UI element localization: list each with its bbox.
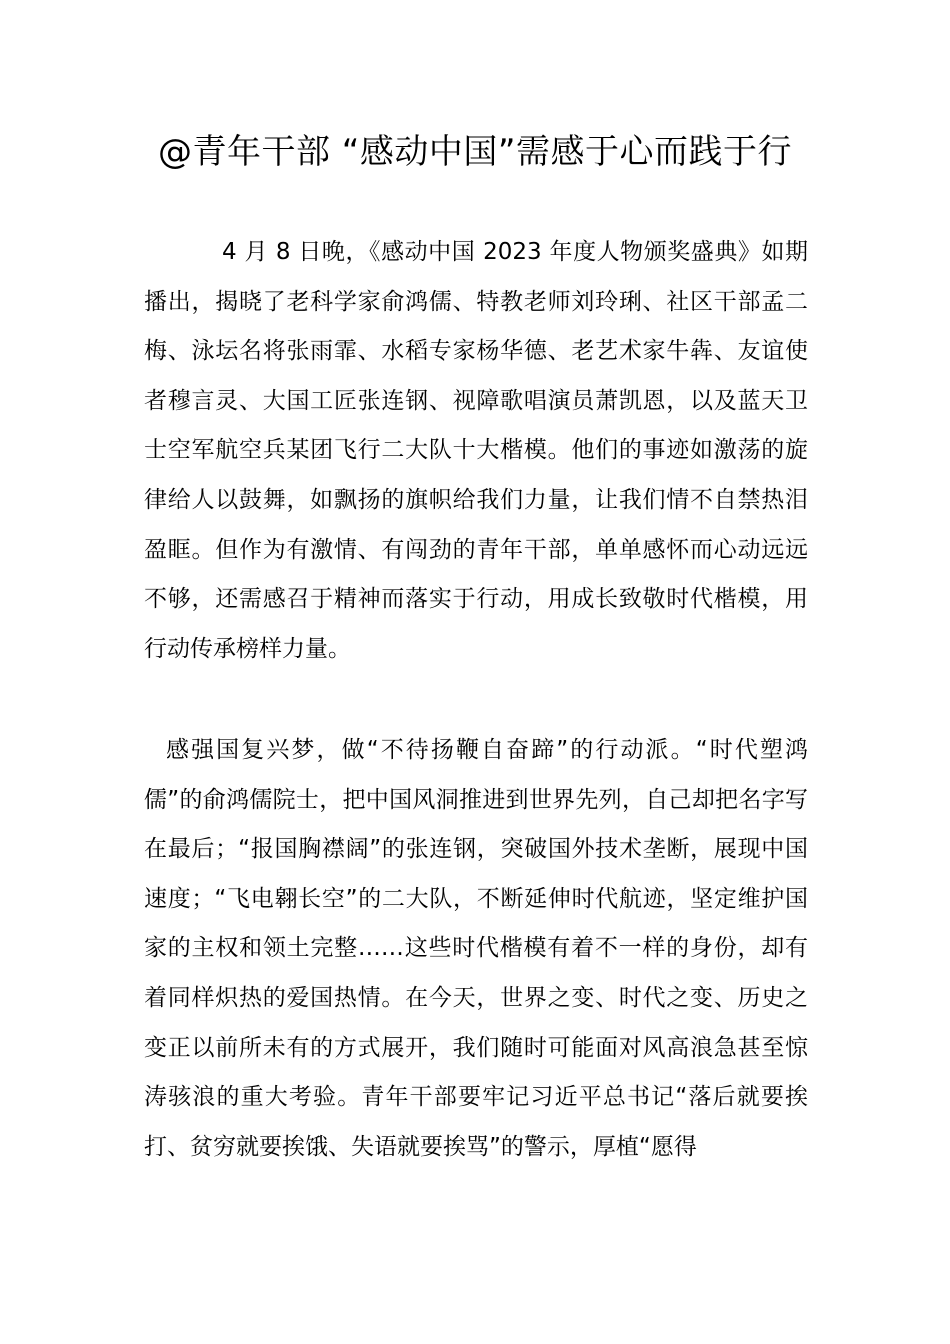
- paragraph-patriotism: 感强国复兴梦，做“不待扬鞭自奋蹄”的行动派。“时代塑鸿儒”的俞鸿儒院士，把中国风洞推进到世界先列，自己却把名字写在最后；“报国胸襟阔”的张连钢，突破国外技术垄断，展现中国速度；“飞电翱长空”的二大队，不断延伸时代航迹，坚定维护国家的主权和领土完整……这些时代楷模有着不一样的身份，却有着同样炽热的爱国热情。在今天，世界之变、时代之变、历史之变正以前所未有的方式展开，我们随时可能面对风高浪急甚至惊涛骇浪的重大考验。青年干部要牢记习近平总书记“落后就要挨打、贫穷就要挨饿、失语就要挨骂”的警示，厚植“愿得: [144, 737, 808, 1160]
- document-title: @青年干部 “感动中国”需感于心而践于行: [157, 132, 793, 172]
- paragraph-intro: 4 月 8 日晚，《感动中国 2023 年度人物颁奖盛典》如期播出，揭晓了老科学家俞鸿儒、特教老师刘玲琍、社区干部孟二梅、泳坛名将张雨霏、水稻专家杨华德、老艺术家牛犇、友谊使者穆言灵、大国工匠张连钢、视障歌唱演员萧凯恩，以及蓝天卫士空军航空兵某团飞行二大队十大楷模。他们的事迹如激荡的旋律给人以鼓舞，如飘扬的旗帜给我们力量，让我们情不自禁热泪盈眶。但作为有激情、有闯劲的青年干部，单单感怀而心动远远不够，还需感召于精神而落实于行动，用成长致敬时代楷模，用行动传承榜样力量。: [144, 239, 808, 662]
